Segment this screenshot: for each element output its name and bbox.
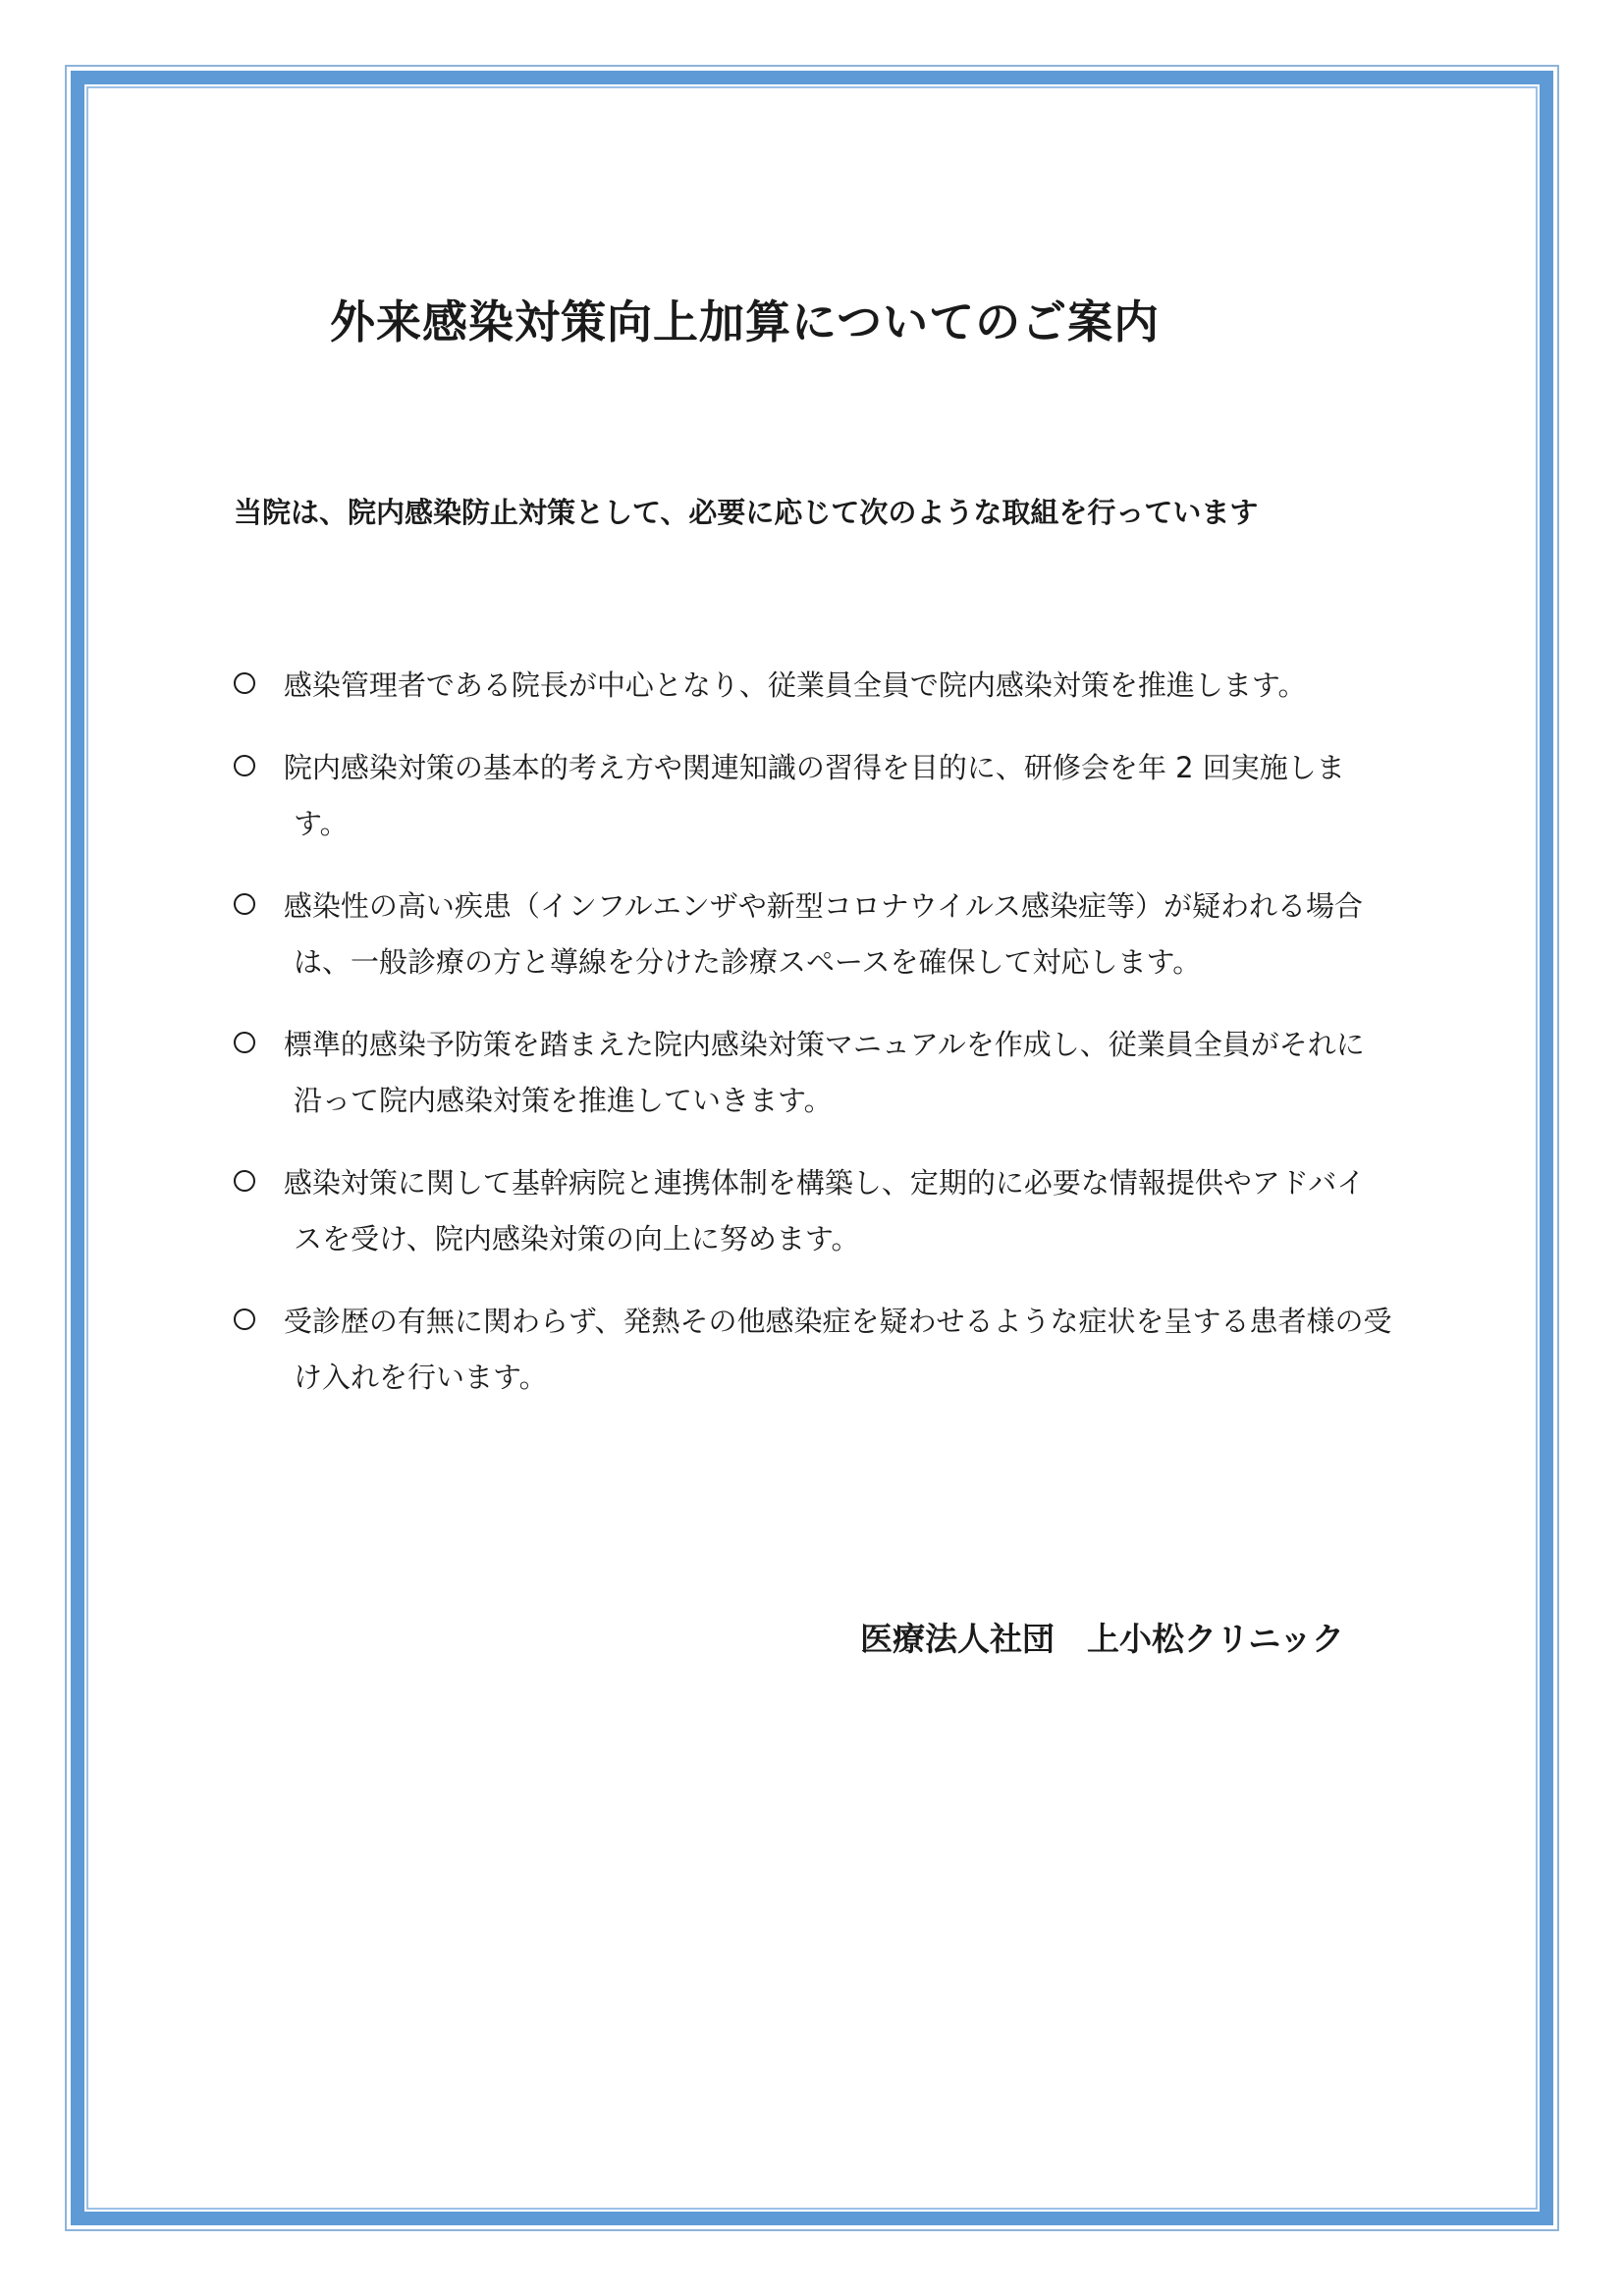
list-item-text: 感染性の高い疾患（インフルエンザや新型コロナウイルス感染症等）が疑われる場合は、一般診療の方と導線を分けた診療スペースを確保して対応します。 xyxy=(283,889,1363,979)
list-item-text: 感染管理者である院長が中心となり、従業員全員で院内感染対策を推進します。 xyxy=(283,668,1307,702)
list-item xyxy=(234,879,1392,990)
list-item xyxy=(234,658,1392,714)
circle-bullet-icon xyxy=(234,755,255,776)
list-item-text: 院内感染対策の基本的考え方や関連知識の習得を目的に、研修会を年 2 回実施します。 xyxy=(283,751,1345,840)
list-item xyxy=(234,1017,1392,1129)
circle-bullet-icon xyxy=(234,1170,255,1192)
circle-bullet-icon xyxy=(234,1032,255,1053)
circle-bullet-icon xyxy=(234,1308,255,1330)
intro-text: 当院は、院内感染防止対策として、必要に応じて次のような取組を行っています xyxy=(234,496,1259,529)
clinic-signature: 医療法人社団 上小松クリニック xyxy=(860,1620,1345,1658)
list-item xyxy=(234,740,1392,852)
list-item-text: 受診歴の有無に関わらず、発熱その他感染症を疑わせるような症状を呈する患者様の受け入れを行います。 xyxy=(283,1305,1392,1394)
measures-list xyxy=(234,658,1392,1432)
circle-bullet-icon xyxy=(234,893,255,915)
list-item xyxy=(234,1294,1392,1406)
document-title: 外来感染対策向上加算についてのご案内 xyxy=(330,295,1161,348)
list-item xyxy=(234,1155,1392,1267)
circle-bullet-icon xyxy=(234,672,255,694)
list-item-text: 感染対策に関して基幹病院と連携体制を構築し、定期的に必要な情報提供やアドバイスを受け、院内感染対策の向上に努めます。 xyxy=(283,1166,1366,1255)
list-item-text: 標準的感染予防策を踏まえた院内感染対策マニュアルを作成し、従業員全員がそれに沿って院内感染対策を推進していきます。 xyxy=(283,1028,1365,1117)
